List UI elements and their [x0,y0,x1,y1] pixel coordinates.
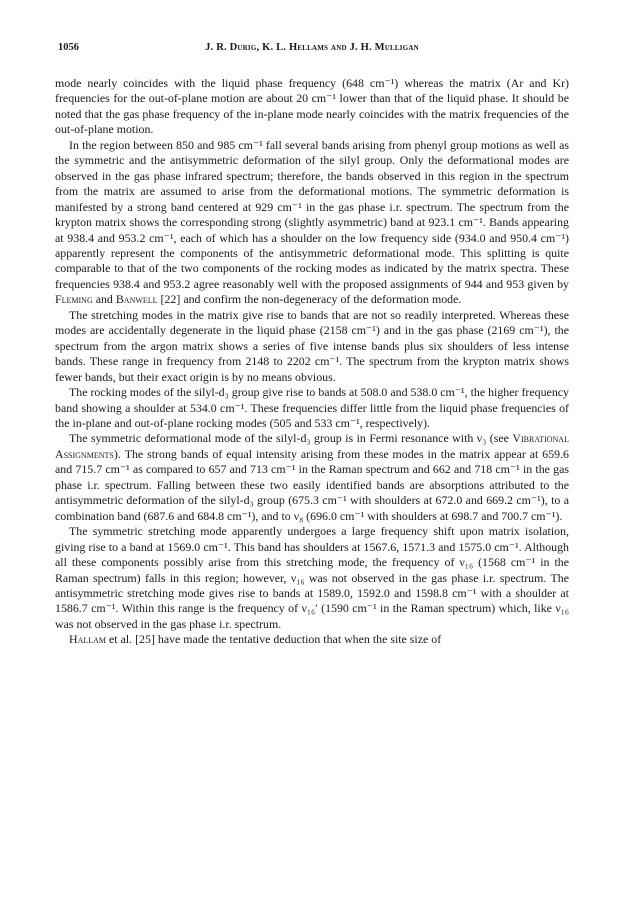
paragraph-text: The symmetric deformational mode of the silyl-d₃ group is in Fermi resonance with ν₃ (see [69,431,509,446]
section-reference: Vibrational Assignments [55,431,569,461]
author-name: Fleming [55,292,93,307]
paragraph-text: ). The strong bands of equal intensity arising from these modes in the matrix appear at 659.6 and 715.7 cm⁻¹ as compared to 657 and 713 cm⁻¹ in the Raman spectrum and 662 and 718 cm⁻¹ in the gas phase i.r. spectrum. Falling between these two easily identified bands are absorptions attributed to the antisymmetric deformation of the silyl-d₃ group (675.3 cm⁻¹ with shoulders at 672.0 and 669.2 cm⁻¹), to a combination band (687.6 and 684.8 cm⁻¹), and to ν₈ (696.0 cm⁻¹ with shoulders at 698.7 and 700.7 cm⁻¹). [55,446,569,523]
paragraph-text: and [95,292,113,307]
author-name: Banwell [115,292,158,307]
paragraph-deformation [55,138,569,308]
paragraph-hallam [55,632,569,647]
page-header [58,42,566,58]
running-head: J. R. Durig, K. L. Hellams and J. H. Mulligan [205,42,419,53]
author-name: Hallam [69,632,107,647]
paragraph-text: [22] and confirm the non-degeneracy of the deformation mode. [160,292,462,307]
paragraph-symmetric-stretching: The symmetric stretching mode apparently undergoes a large frequency shift upon matrix isolation, giving rise to a band at 1569.0 cm⁻¹. This band has shoulders at 1567.6, 1571.3 and 1575.0 cm⁻¹. Although all these components possibly arise from this stretching mode, the frequency of ν₁₆ (1568 cm⁻¹ in the Raman spectrum) falls in this region; however, ν₁₆ was not observed in the gas phase i.r. spectrum. The antisymmetric stretching mode gives rise to bands at 1589.0, 1592.0 and 1598.8 cm⁻¹ with a shoulder at 1586.7 cm⁻¹. Within this range is the frequency of ν₁₆′ (1590 cm⁻¹ in the Raman spectrum) which, like ν₁₆ was not observed in the gas phase i.r. spectrum. [55,524,569,631]
body-text [55,76,569,648]
paragraph-stretching: The stretching modes in the matrix give rise to bands that are not so readily interpreted. Whereas these modes are accidentally degenerate in the liquid phase (2158 cm⁻¹) and in the gas phase (2169 cm⁻¹), the spectrum from the argon matrix shows a series of five intense bands plus six shoulders of less intense bands. These range in frequency from 2148 to 2202 cm⁻¹. The spectrum from the krypton matrix shows fewer bands, but their exact origin is by no means obvious. [55,307,569,384]
paragraph-rocking: The rocking modes of the silyl-d₃ group give rise to bands at 508.0 and 538.0 cm⁻¹, the higher frequency band showing a shoulder at 534.0 cm⁻¹. These frequencies differ little from the liquid phase frequencies of the in-plane and out-of-plane rocking modes (505 and 533 cm⁻¹, respectively). [55,385,569,430]
paragraph-out-of-plane: mode nearly coincides with the liquid phase frequency (648 cm⁻¹) whereas the matrix (Ar and Kr) frequencies for the out-of-plane motion are about 20 cm⁻¹ lower than that of the liquid phase. It should be noted that the gas phase frequency of the in-plane mode nearly coincides with the matrix frequencies of the out-of-plane motion. [55,76,569,137]
paragraph-text: et al. [25] have made the tentative deduction that when the site size of [109,632,442,647]
paragraph-text: In the region between 850 and 985 cm⁻¹ fall several bands arising from phenyl group motions as well as the symmetric and the antisymmetric deformation of the silyl group. Only the deformational modes are observed in the gas phase infrared spectrum; therefore, the bands observed in this region in the spectrum from the matrix are assumed to arise from the deformational motions. The symmetric deformation is manifested by a strong band centered at 929 cm⁻¹ in the gas phase i.r. spectrum. The spectrum from the krypton matrix shows the corresponding strong (slightly asymmetric) band at 923.1 cm⁻¹. Bands appearing at 938.4 and 953.2 cm⁻¹, each of which has a shoulder on the low frequency side (934.0 and 950.4 cm⁻¹) apparently represent the components of the antisymmetric deformational mode. This splitting is quite comparable to that of the two components of the rocking modes as indicated by the matrix spectra. These frequencies 938.4 and 953.2 agree reasonably well with the proposed assignments of 944 and 953 given by [55,137,569,291]
paragraph-fermi-resonance [55,431,569,524]
page-number: 1056 [58,42,79,53]
